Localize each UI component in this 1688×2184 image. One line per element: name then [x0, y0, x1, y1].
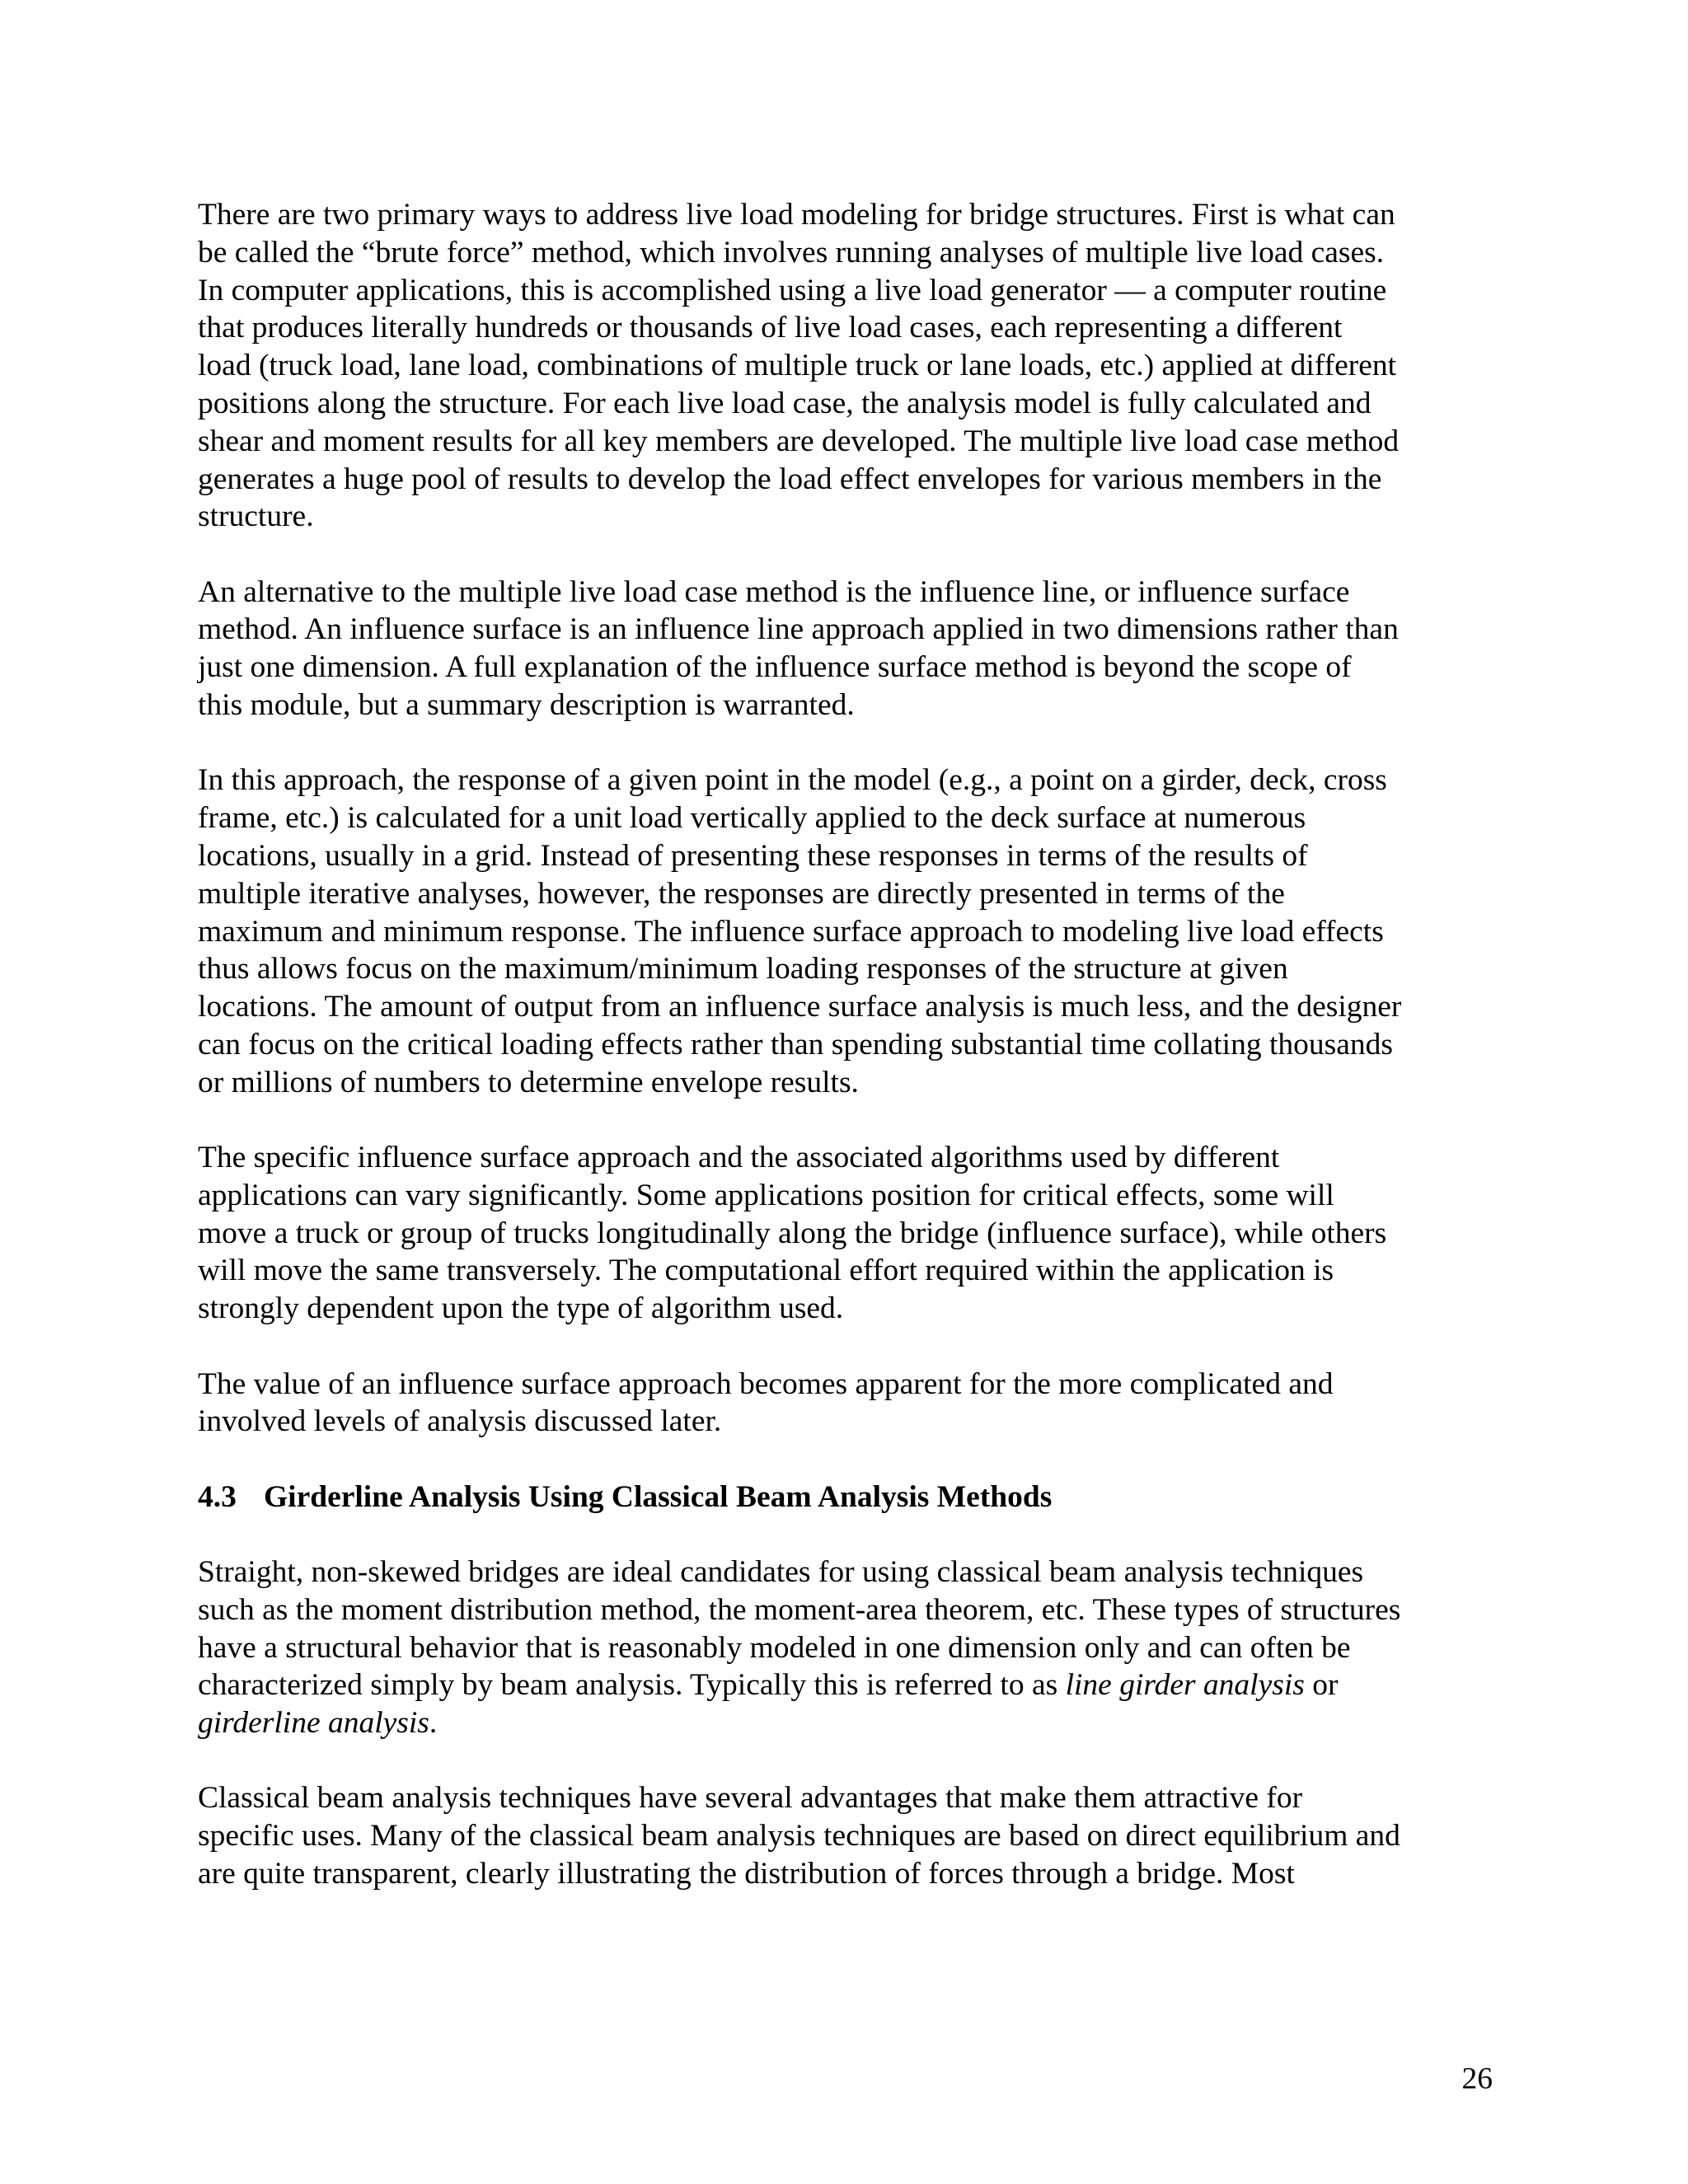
text-line: applications can vary significantly. Some applications position for critical effects, some will [198, 1178, 1334, 1212]
section-number: 4.3 [198, 1479, 237, 1514]
text-line: will move the same transversely. The computational effort required within the application is [198, 1254, 1334, 1288]
paragraph-influence-approach [198, 762, 1517, 1101]
paragraph-classical-advantages [198, 1779, 1517, 1892]
page-body [198, 196, 1517, 1930]
paragraph-algorithms [198, 1139, 1517, 1328]
section-heading [198, 1479, 1517, 1516]
italic-term-line-girder-analysis: line girder analysis [1065, 1668, 1305, 1703]
text-line: be called the “brute force” method, which involves running analyses of multiple live load cases. [198, 235, 1385, 269]
text-line [198, 1704, 1517, 1742]
paragraph-girderline-candidates [198, 1554, 1517, 1742]
text-line: positions along the structure. For each live load case, the analysis model is fully calculated and [198, 386, 1372, 420]
text-line: specific uses. Many of the classical beam analysis techniques are based on direct equilibrium and [198, 1819, 1400, 1854]
paragraph-live-load-modeling [198, 196, 1517, 536]
text-run: . [429, 1706, 438, 1741]
text-line: method. An influence surface is an influence line approach applied in two dimensions rather than [198, 612, 1399, 647]
text-line: thus allows focus on the maximum/minimum loading responses of the structure at given [198, 952, 1288, 987]
text-run: or [1304, 1668, 1339, 1703]
paragraph-value [198, 1366, 1517, 1441]
text-line: locations. The amount of output from an influence surface analysis is much less, and the designer [198, 990, 1402, 1024]
text-line: Classical beam analysis techniques have several advantages that make them attractive for [198, 1781, 1303, 1816]
text-line: or millions of numbers to determine envelope results. [198, 1065, 859, 1099]
section-title: Girderline Analysis Using Classical Beam Analysis Methods [264, 1479, 1053, 1514]
text-line: shear and moment results for all key members are developed. The multiple live load case method [198, 424, 1400, 458]
text-line: In computer applications, this is accomplished using a live load generator — a computer routine [198, 273, 1387, 307]
text-line: The specific influence surface approach and the associated algorithms used by different [198, 1141, 1280, 1175]
paragraph-influence-alternative [198, 574, 1517, 724]
text-line: multiple iterative analyses, however, the responses are directly presented in terms of the [198, 876, 1285, 911]
text-line [198, 1666, 1517, 1704]
text-line: such as the moment distribution method, the moment-area theorem, etc. These types of structures [198, 1592, 1401, 1627]
text-line: load (truck load, lane load, combinations of multiple truck or lane loads, etc.) applied at different [198, 349, 1397, 383]
page-number: 26 [1461, 2062, 1493, 2096]
text-line: move a truck or group of trucks longitudinally along the bridge (influence surface), while others [198, 1216, 1387, 1250]
text-line: involved levels of analysis discussed later. [198, 1404, 722, 1439]
text-line: There are two primary ways to address live load modeling for bridge structures. First is what can [198, 198, 1395, 232]
text-line: frame, etc.) is calculated for a unit load vertically applied to the deck surface at numerous [198, 801, 1306, 836]
text-line: maximum and minimum response. The influence surface approach to modeling live load effects [198, 914, 1384, 949]
text-line: just one dimension. A full explanation of the influence surface method is beyond the scope of [198, 650, 1352, 685]
text-line: structure. [198, 499, 314, 534]
text-line: generates a huge pool of results to develop the load effect envelopes for various members in the [198, 462, 1382, 496]
text-line: In this approach, the response of a given point in the model (e.g., a point on a girder, deck, cross [198, 763, 1387, 798]
text-line: that produces literally hundreds or thousands of live load cases, each representing a different [198, 311, 1343, 345]
text-line: The value of an influence surface approach becomes apparent for the more complicated and [198, 1366, 1334, 1401]
text-line: can focus on the critical loading effects rather than spending substantial time collating thousands [198, 1027, 1393, 1062]
text-line: are quite transparent, clearly illustrating the distribution of forces through a bridge. Most [198, 1856, 1295, 1891]
text-line: strongly dependent upon the type of algorithm used. [198, 1291, 844, 1326]
text-line: Straight, non-skewed bridges are ideal candidates for using classical beam analysis techniques [198, 1554, 1364, 1589]
text-line: locations, usually in a grid. Instead of presenting these responses in terms of the results of [198, 838, 1308, 873]
text-line: have a structural behavior that is reasonably modeled in one dimension only and can often be [198, 1630, 1351, 1665]
text-line: An alternative to the multiple live load case method is the influence line, or influence surface [198, 574, 1350, 609]
italic-term-girderline-analysis: girderline analysis [198, 1706, 429, 1741]
text-run: characterized simply by beam analysis. Typically this is referred to as [198, 1668, 1066, 1703]
text-line: this module, but a summary description is warranted. [198, 688, 855, 723]
